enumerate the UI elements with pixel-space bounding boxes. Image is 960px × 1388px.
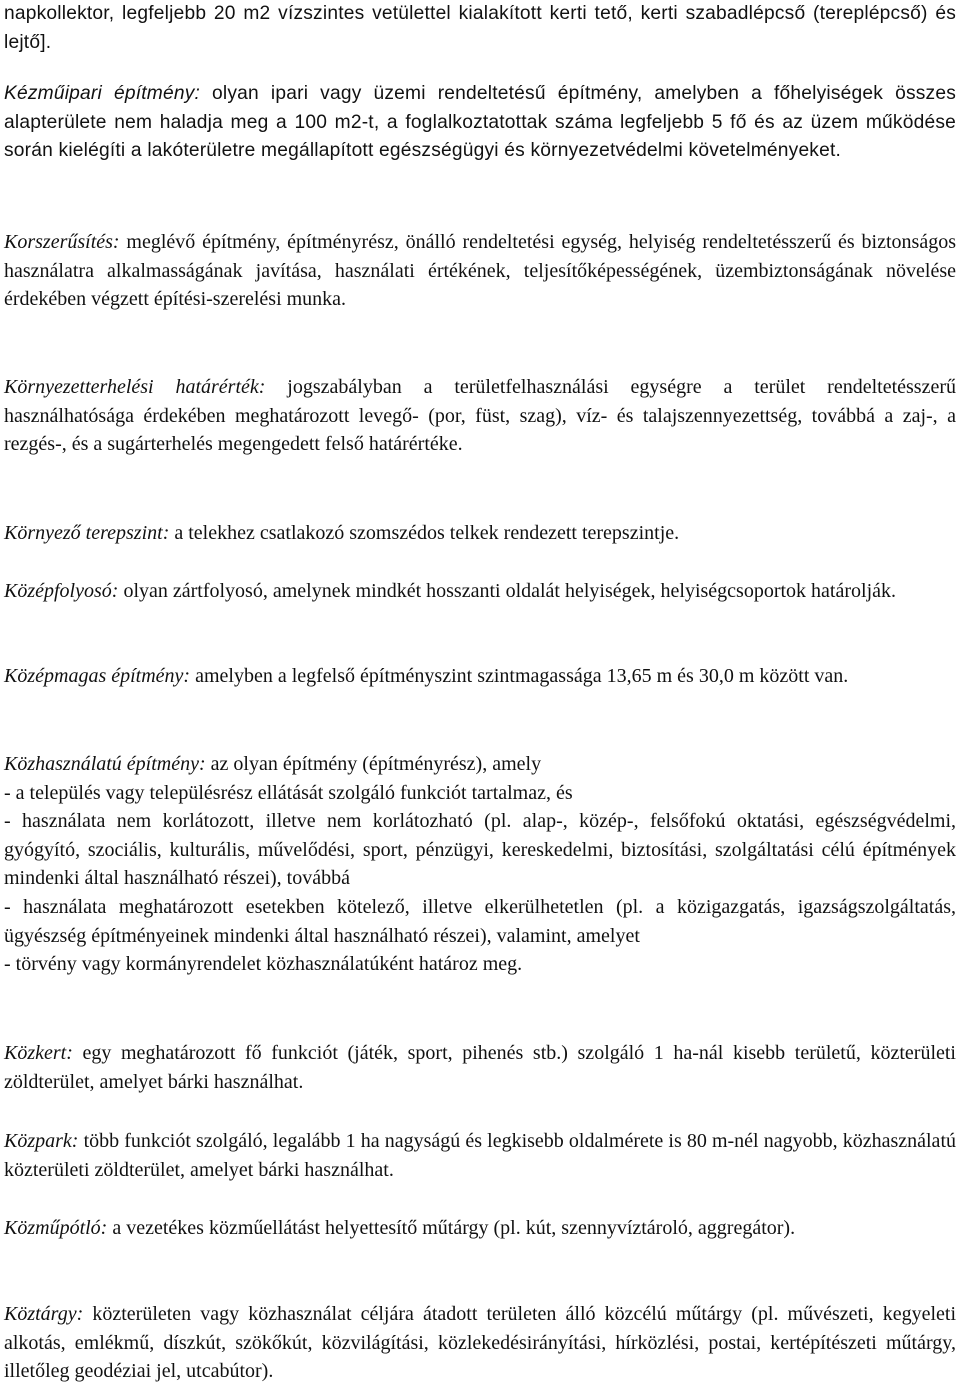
definition-kozmupotlo — [4, 1214, 956, 1243]
definition-term: Korszerűsítés: — [4, 231, 120, 253]
definition-kozepfolyoso — [4, 577, 956, 606]
definition-kozhasznalatu-epitmeny — [4, 750, 956, 979]
definition-term: Közműpótló: — [4, 1217, 108, 1239]
definition-body: a vezetékes közműellátást helyettesítő műtárgy (pl. kút, szennyvíztároló, aggregátor). — [107, 1217, 796, 1239]
definition-term: Környező terepszint: — [4, 522, 170, 544]
definition-body: olyan zártfolyosó, amelynek mindkét hosszanti oldalát helyiségek, helyiségcsoportok határolják. — [118, 580, 897, 602]
definition-body: közterületen vagy közhasználat céljára átadott területen álló közcélú műtárgy (pl. művészeti, kegyeleti alkotás, emlékmű, díszkút, szökőkút, közvilágítási, közlekedésirányítási, hírközlési, postai, kertépítészeti műtárgy, illetőleg geodéziai jel, utcabútor). — [4, 1303, 956, 1383]
list-item: - a település vagy településrész ellátását szolgáló funkciót tartalmaz, és — [4, 781, 573, 804]
paragraph-continuation — [4, 0, 956, 57]
list-item: - használata meghatározott esetekben kötelező, illetve elkerülhetetlen (pl. a közigazgatás, igazságszolgáltatás, ügyészség építményeinek mindenki által használható részei), valamint, amelyet — [4, 895, 956, 947]
list-item: - törvény vagy kormányrendelet közhasználatúként határoz meg. — [4, 953, 523, 976]
definition-kozepmagas-epitmeny — [4, 662, 956, 691]
definition-term: Középfolyosó: — [4, 580, 119, 602]
definition-koztargy — [4, 1300, 956, 1386]
definition-term: Környezetterhelési határérték: — [4, 376, 266, 398]
definition-kornyezetterhelesi-hatarertek — [4, 373, 956, 459]
paragraph-body: napkollektor, legfeljebb 20 m2 vízszintes vetülettel kialakított kerti tető, kerti szabadlépcső (tereplépcső) és lejtő]. — [4, 3, 956, 53]
definition-body: jogszabályban a területfelhasználási egységre a terület rendeltetésszerű használhatósága érdekében meghatározott levegő- (por, füst, szag), víz- és talajszennyezettség, továbbá a zaj-, a rezgés-, és a sugárterhelés megengedett felső határértéke. — [4, 376, 956, 456]
list-item: - használata nem korlátozott, illetve nem korlátozható (pl. alap-, közép-, felsőfokú oktatási, egészségvédelmi, gyógyító, szociális, kulturális, művelődési, sport, pénzügyi, kereskedelmi, biztosítási, szolgáltatási célú építmények mindenki által használható részei), továbbá — [4, 810, 956, 890]
definition-term: Közkert: — [4, 1042, 73, 1064]
definition-korszerusites — [4, 228, 956, 314]
definition-term: Közpark: — [4, 1130, 79, 1152]
definition-term: Kézműipari építmény: — [4, 83, 201, 104]
definition-kezmuipari-epitmeny — [4, 80, 956, 166]
definition-heading-line — [4, 750, 956, 779]
definition-body: amelyben a legfelső építményszint szintmagassága 13,65 m és 30,0 m között van. — [190, 665, 849, 687]
definition-term: Középmagas építmény: — [4, 665, 191, 687]
definition-term: Közhasználatú építmény: — [4, 753, 206, 775]
definition-body: olyan ipari vagy üzemi rendeltetésű építmény, amelyben a főhelyiségek összes alapterülete nem haladja meg a 100 m2-t, a foglalkoztatottak száma legfeljebb 5 fő és az üzem működése során kielégíti a lakóterületre megállapított egészségügyi és környezetvédelmi követelményeket. — [4, 83, 957, 162]
definition-body: több funkciót szolgáló, legalább 1 ha nagyságú és legkisebb oldalmérete is 80 m-nél nagyobb, közhasználatú közterületi zöldterület, amelyet bárki használhat. — [4, 1130, 956, 1181]
definition-kozpark — [4, 1127, 956, 1184]
definition-body: egy meghatározott fő funkciót (játék, sport, pihenés stb.) szolgáló 1 ha-nál kisebb területű, közterületi zöldterület, amelyet bárki használhat. — [4, 1042, 956, 1093]
definition-body: a telekhez csatlakozó szomszédos telkek rendezett terepszintje. — [169, 522, 680, 544]
definition-kozkert — [4, 1039, 956, 1096]
definition-body: meglévő építmény, építményrész, önálló rendeltetési egység, helyiség rendeltetésszerű és biztonságos használatra alkalmasságának javítása, használati értékének, teljesítőképességének, üzembiztonságának növelése érdekében végzett építési-szerelési munka. — [4, 231, 956, 311]
definition-body: az olyan építmény (építményrész), amely — [205, 753, 542, 775]
definition-kornyezo-terepszint — [4, 519, 956, 548]
definition-term: Köztárgy: — [4, 1303, 84, 1325]
